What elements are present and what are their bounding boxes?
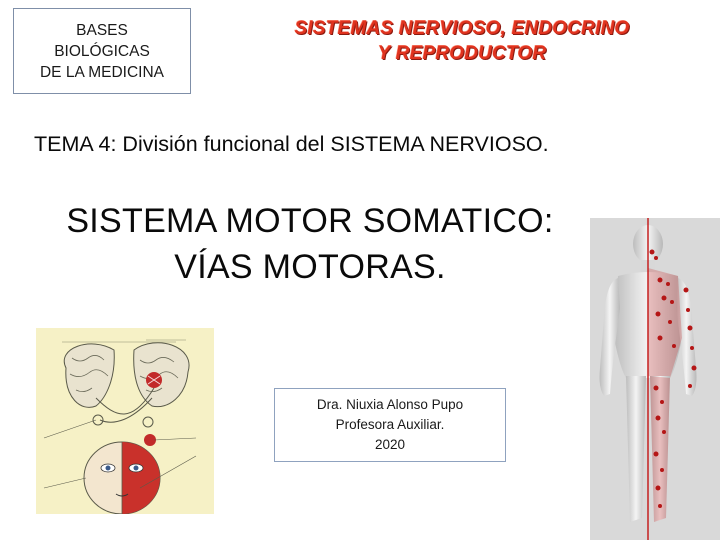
brain-diagram-icon: [36, 328, 214, 514]
module-title: [262, 16, 662, 66]
author-name: Dra. Niuxia Alonso Pupo: [316, 397, 464, 412]
course-title-line-2: BIOLÓGICAS: [54, 42, 150, 60]
human-body-motor-points-illustration: [590, 218, 720, 540]
brain-motor-pathway-illustration: [36, 328, 214, 514]
main-title-line-1: SISTEMA MOTOR SOMATICO:: [66, 202, 554, 240]
author-year: 2020: [374, 437, 406, 452]
course-title-line-1: BASES: [76, 21, 128, 39]
human-body-icon: [590, 218, 720, 540]
course-title-line-3: DE LA MEDICINA: [39, 63, 165, 81]
topic-heading: TEMA 4: División funcional del SISTEMA NERVIOSO.: [34, 132, 549, 156]
module-title-line-1: SISTEMAS NERVIOSO, ENDOCRINO: [294, 18, 630, 39]
author-info-box: [274, 388, 506, 462]
author-role: Profesora Auxiliar.: [335, 417, 445, 432]
main-title-line-2: VÍAS MOTORAS.: [174, 248, 446, 286]
slide-main-title: [40, 198, 580, 290]
module-title-line-2: Y REPRODUCTOR: [377, 43, 547, 64]
course-title-box: [13, 8, 191, 94]
